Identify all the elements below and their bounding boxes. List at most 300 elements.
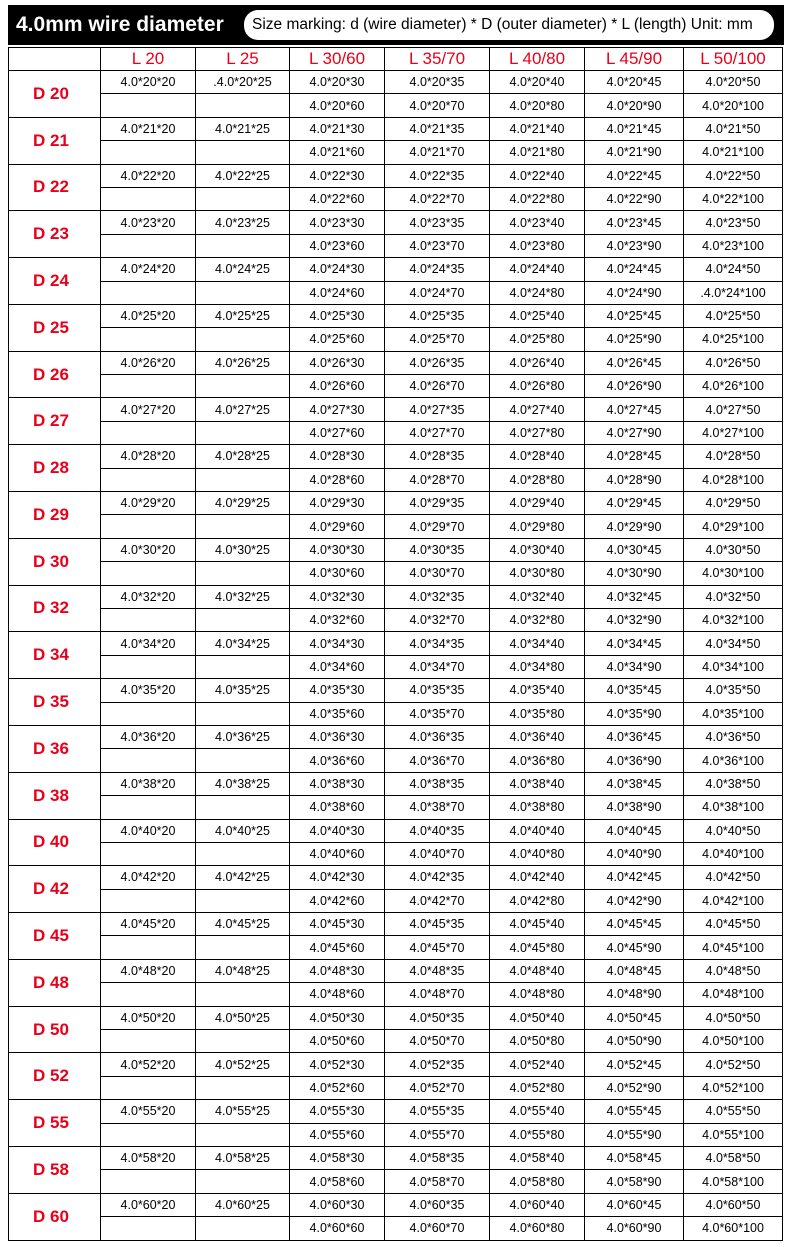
size-cell: 4.0*58*70: [385, 1170, 490, 1193]
size-cell: 4.0*35*50: [684, 679, 783, 702]
outer-diameter-label: D 24: [9, 258, 101, 305]
size-cell: 4.0*60*60: [290, 1217, 385, 1240]
size-cell: 4.0*20*60: [290, 94, 385, 117]
size-cell: [196, 515, 290, 538]
size-cell: 4.0*22*50: [684, 164, 783, 187]
size-table: [8, 47, 783, 1241]
header-row: [9, 48, 783, 71]
size-cell: 4.0*58*80: [490, 1170, 585, 1193]
size-cell: 4.0*26*50: [684, 351, 783, 374]
size-cell: 4.0*25*45: [585, 304, 684, 327]
size-cell: 4.0*32*20: [101, 585, 196, 608]
size-cell: 4.0*60*100: [684, 1217, 783, 1240]
size-cell: [101, 1170, 196, 1193]
size-cell: 4.0*48*40: [490, 959, 585, 982]
size-cell: 4.0*55*70: [385, 1123, 490, 1146]
size-cell: 4.0*30*80: [490, 562, 585, 585]
size-cell: 4.0*32*70: [385, 608, 490, 631]
size-cell: [196, 1217, 290, 1240]
size-cell: 4.0*20*45: [585, 71, 684, 94]
size-cell: 4.0*58*60: [290, 1170, 385, 1193]
size-cell: [196, 421, 290, 444]
size-cell: [196, 562, 290, 585]
size-cell: 4.0*24*30: [290, 258, 385, 281]
size-cell: 4.0*38*40: [490, 772, 585, 795]
size-cell: 4.0*34*30: [290, 632, 385, 655]
size-cell: 4.0*35*45: [585, 679, 684, 702]
size-cell: 4.0*34*45: [585, 632, 684, 655]
size-cell: 4.0*38*80: [490, 796, 585, 819]
size-cell: 4.0*28*20: [101, 445, 196, 468]
size-cell: [101, 702, 196, 725]
outer-diameter-label: D 20: [9, 71, 101, 118]
size-cell: [101, 1030, 196, 1053]
size-cell: [196, 1170, 290, 1193]
size-cell: 4.0*60*70: [385, 1217, 490, 1240]
size-cell: 4.0*34*25: [196, 632, 290, 655]
size-cell: 4.0*28*80: [490, 468, 585, 491]
size-cell: 4.0*27*25: [196, 398, 290, 421]
size-cell: 4.0*32*25: [196, 585, 290, 608]
outer-diameter-label: D 35: [9, 679, 101, 726]
size-cell: 4.0*34*80: [490, 655, 585, 678]
size-cell: 4.0*38*20: [101, 772, 196, 795]
size-cell: 4.0*28*30: [290, 445, 385, 468]
size-cell: [101, 655, 196, 678]
table-row: [9, 655, 783, 678]
size-cell: 4.0*55*100: [684, 1123, 783, 1146]
size-cell: 4.0*32*60: [290, 608, 385, 631]
size-cell: 4.0*40*70: [385, 842, 490, 865]
size-cell: 4.0*50*50: [684, 1006, 783, 1029]
size-cell: 4.0*38*70: [385, 796, 490, 819]
size-cell: 4.0*21*70: [385, 141, 490, 164]
size-cell: 4.0*34*50: [684, 632, 783, 655]
size-cell: 4.0*20*100: [684, 94, 783, 117]
size-cell: 4.0*52*60: [290, 1076, 385, 1099]
column-header: L 35/70: [385, 48, 490, 71]
size-cell: 4.0*22*60: [290, 187, 385, 210]
size-cell: 4.0*29*30: [290, 492, 385, 515]
size-cell: 4.0*34*35: [385, 632, 490, 655]
size-cell: 4.0*42*30: [290, 866, 385, 889]
size-cell: 4.0*48*45: [585, 959, 684, 982]
outer-diameter-label: D 42: [9, 866, 101, 913]
size-cell: 4.0*23*70: [385, 234, 490, 257]
size-cell: 4.0*55*80: [490, 1123, 585, 1146]
size-cell: 4.0*45*50: [684, 913, 783, 936]
outer-diameter-label: D 38: [9, 772, 101, 819]
table-row: [9, 702, 783, 725]
size-cell: [196, 749, 290, 772]
size-cell: 4.0*52*20: [101, 1053, 196, 1076]
size-cell: 4.0*38*60: [290, 796, 385, 819]
size-cell: 4.0*40*60: [290, 842, 385, 865]
size-cell: [101, 562, 196, 585]
size-cell: 4.0*45*90: [585, 936, 684, 959]
size-cell: 4.0*23*25: [196, 211, 290, 234]
size-cell: 4.0*25*30: [290, 304, 385, 327]
size-cell: 4.0*26*30: [290, 351, 385, 374]
outer-diameter-label: D 32: [9, 585, 101, 632]
size-cell: 4.0*45*100: [684, 936, 783, 959]
outer-diameter-label: D 52: [9, 1053, 101, 1100]
size-cell: [196, 328, 290, 351]
table-row: [9, 889, 783, 912]
size-cell: 4.0*20*20: [101, 71, 196, 94]
size-cell: 4.0*42*90: [585, 889, 684, 912]
size-cell: [101, 281, 196, 304]
size-cell: 4.0*21*100: [684, 141, 783, 164]
size-cell: 4.0*40*45: [585, 819, 684, 842]
size-cell: [196, 655, 290, 678]
size-cell: 4.0*52*50: [684, 1053, 783, 1076]
size-cell: 4.0*26*60: [290, 375, 385, 398]
size-cell: 4.0*25*90: [585, 328, 684, 351]
size-cell: 4.0*25*20: [101, 304, 196, 327]
size-cell: [101, 187, 196, 210]
table-row: [9, 585, 783, 608]
size-cell: 4.0*36*50: [684, 725, 783, 748]
size-cell: [101, 515, 196, 538]
size-cell: 4.0*50*20: [101, 1006, 196, 1029]
size-cell: 4.0*55*20: [101, 1100, 196, 1123]
size-cell: 4.0*36*100: [684, 749, 783, 772]
table-row: [9, 141, 783, 164]
size-cell: 4.0*32*80: [490, 608, 585, 631]
size-cell: 4.0*40*35: [385, 819, 490, 842]
outer-diameter-label: D 36: [9, 725, 101, 772]
size-cell: 4.0*36*80: [490, 749, 585, 772]
size-cell: 4.0*26*40: [490, 351, 585, 374]
size-cell: 4.0*60*35: [385, 1193, 490, 1216]
size-cell: 4.0*30*40: [490, 538, 585, 561]
size-cell: 4.0*48*70: [385, 983, 490, 1006]
size-cell: [101, 608, 196, 631]
size-cell: 4.0*21*50: [684, 117, 783, 140]
table-row: [9, 468, 783, 491]
size-cell: [196, 796, 290, 819]
size-cell: 4.0*32*35: [385, 585, 490, 608]
size-cell: 4.0*60*90: [585, 1217, 684, 1240]
size-cell: 4.0*28*70: [385, 468, 490, 491]
size-cell: 4.0*52*100: [684, 1076, 783, 1099]
table-row: [9, 281, 783, 304]
column-header: L 30/60: [290, 48, 385, 71]
size-cell: 4.0*36*70: [385, 749, 490, 772]
outer-diameter-label: D 58: [9, 1146, 101, 1193]
size-cell: 4.0*24*45: [585, 258, 684, 281]
table-row: [9, 772, 783, 795]
size-cell: 4.0*25*70: [385, 328, 490, 351]
size-cell: 4.0*25*50: [684, 304, 783, 327]
size-cell: 4.0*23*30: [290, 211, 385, 234]
size-cell: [196, 702, 290, 725]
size-cell: 4.0*29*50: [684, 492, 783, 515]
size-cell: [101, 468, 196, 491]
size-cell: 4.0*55*50: [684, 1100, 783, 1123]
size-cell: 4.0*35*25: [196, 679, 290, 702]
size-cell: [196, 187, 290, 210]
table-row: [9, 234, 783, 257]
size-cell: 4.0*58*20: [101, 1146, 196, 1169]
size-cell: 4.0*23*100: [684, 234, 783, 257]
size-cell: 4.0*45*60: [290, 936, 385, 959]
table-row: [9, 913, 783, 936]
size-cell: 4.0*26*35: [385, 351, 490, 374]
size-cell: 4.0*25*80: [490, 328, 585, 351]
size-cell: 4.0*29*45: [585, 492, 684, 515]
size-cell: 4.0*42*70: [385, 889, 490, 912]
outer-diameter-label: D 48: [9, 959, 101, 1006]
size-cell: 4.0*35*80: [490, 702, 585, 725]
table-row: [9, 936, 783, 959]
corner-cell: [9, 48, 101, 71]
size-cell: 4.0*24*90: [585, 281, 684, 304]
size-cell: 4.0*30*25: [196, 538, 290, 561]
size-cell: 4.0*42*35: [385, 866, 490, 889]
outer-diameter-label: D 22: [9, 164, 101, 211]
size-cell: 4.0*35*70: [385, 702, 490, 725]
table-body: [9, 71, 783, 1241]
size-cell: 4.0*50*35: [385, 1006, 490, 1029]
size-cell: 4.0*26*70: [385, 375, 490, 398]
size-cell: 4.0*29*80: [490, 515, 585, 538]
size-cell: 4.0*48*80: [490, 983, 585, 1006]
size-cell: [101, 936, 196, 959]
size-cell: 4.0*26*90: [585, 375, 684, 398]
size-cell: 4.0*21*30: [290, 117, 385, 140]
size-cell: 4.0*28*45: [585, 445, 684, 468]
size-cell: 4.0*22*40: [490, 164, 585, 187]
outer-diameter-label: D 26: [9, 351, 101, 398]
size-cell: 4.0*50*45: [585, 1006, 684, 1029]
table-row: [9, 1146, 783, 1169]
column-header: L 40/80: [490, 48, 585, 71]
size-cell: 4.0*28*35: [385, 445, 490, 468]
size-cell: 4.0*26*45: [585, 351, 684, 374]
outer-diameter-label: D 50: [9, 1006, 101, 1053]
size-cell: 4.0*34*60: [290, 655, 385, 678]
size-cell: 4.0*55*25: [196, 1100, 290, 1123]
size-cell: 4.0*40*20: [101, 819, 196, 842]
size-cell: 4.0*30*45: [585, 538, 684, 561]
size-cell: 4.0*45*20: [101, 913, 196, 936]
page-title: 4.0mm wire diameter: [16, 13, 224, 36]
size-cell: 4.0*40*30: [290, 819, 385, 842]
size-cell: 4.0*23*90: [585, 234, 684, 257]
table-row: [9, 1053, 783, 1076]
table-row: [9, 398, 783, 421]
size-cell: [196, 1076, 290, 1099]
size-cell: [196, 468, 290, 491]
table-row: [9, 351, 783, 374]
size-cell: [196, 983, 290, 1006]
size-cell: 4.0*35*20: [101, 679, 196, 702]
size-cell: 4.0*24*40: [490, 258, 585, 281]
size-cell: 4.0*58*30: [290, 1146, 385, 1169]
size-cell: 4.0*45*70: [385, 936, 490, 959]
size-cell: 4.0*23*20: [101, 211, 196, 234]
size-cell: 4.0*25*100: [684, 328, 783, 351]
size-cell: 4.0*40*80: [490, 842, 585, 865]
size-cell: 4.0*45*35: [385, 913, 490, 936]
outer-diameter-label: D 29: [9, 492, 101, 539]
size-cell: 4.0*60*40: [490, 1193, 585, 1216]
size-cell: 4.0*20*35: [385, 71, 490, 94]
table-row: [9, 1170, 783, 1193]
size-cell: 4.0*55*45: [585, 1100, 684, 1123]
size-cell: [101, 421, 196, 444]
table-row: [9, 1076, 783, 1099]
size-cell: [196, 1123, 290, 1146]
outer-diameter-label: D 55: [9, 1100, 101, 1147]
outer-diameter-label: D 30: [9, 538, 101, 585]
size-cell: 4.0*32*50: [684, 585, 783, 608]
outer-diameter-label: D 25: [9, 304, 101, 351]
size-cell: 4.0*42*20: [101, 866, 196, 889]
size-cell: 4.0*58*45: [585, 1146, 684, 1169]
size-cell: [196, 936, 290, 959]
column-header: L 20: [101, 48, 196, 71]
size-cell: 4.0*45*80: [490, 936, 585, 959]
table-row: [9, 796, 783, 819]
size-cell: 4.0*36*40: [490, 725, 585, 748]
table-row: [9, 515, 783, 538]
size-cell: 4.0*55*60: [290, 1123, 385, 1146]
size-cell: 4.0*20*70: [385, 94, 490, 117]
size-cell: 4.0*32*30: [290, 585, 385, 608]
size-cell: 4.0*25*60: [290, 328, 385, 351]
table-row: [9, 562, 783, 585]
size-cell: 4.0*38*25: [196, 772, 290, 795]
size-cell: 4.0*55*90: [585, 1123, 684, 1146]
size-cell: 4.0*58*35: [385, 1146, 490, 1169]
size-cell: [101, 796, 196, 819]
size-cell: 4.0*24*70: [385, 281, 490, 304]
size-cell: 4.0*24*50: [684, 258, 783, 281]
table-row: [9, 117, 783, 140]
size-cell: 4.0*52*45: [585, 1053, 684, 1076]
size-cell: 4.0*26*100: [684, 375, 783, 398]
size-cell: 4.0*22*80: [490, 187, 585, 210]
size-cell: 4.0*45*30: [290, 913, 385, 936]
size-cell: [101, 234, 196, 257]
size-cell: 4.0*30*70: [385, 562, 490, 585]
size-cell: 4.0*21*90: [585, 141, 684, 164]
size-cell: 4.0*60*45: [585, 1193, 684, 1216]
table-row: [9, 725, 783, 748]
size-cell: 4.0*45*45: [585, 913, 684, 936]
size-cell: 4.0*35*60: [290, 702, 385, 725]
size-cell: 4.0*40*25: [196, 819, 290, 842]
size-cell: 4.0*25*40: [490, 304, 585, 327]
size-cell: 4.0*35*90: [585, 702, 684, 725]
size-cell: 4.0*27*20: [101, 398, 196, 421]
table-row: [9, 187, 783, 210]
table-row: [9, 749, 783, 772]
size-cell: 4.0*48*60: [290, 983, 385, 1006]
size-cell: 4.0*25*35: [385, 304, 490, 327]
size-cell: 4.0*29*20: [101, 492, 196, 515]
size-cell: 4.0*29*70: [385, 515, 490, 538]
size-cell: 4.0*24*60: [290, 281, 385, 304]
table-row: [9, 1006, 783, 1029]
size-cell: 4.0*23*35: [385, 211, 490, 234]
size-cell: 4.0*36*30: [290, 725, 385, 748]
size-cell: 4.0*28*90: [585, 468, 684, 491]
size-cell: 4.0*21*45: [585, 117, 684, 140]
size-cell: 4.0*27*90: [585, 421, 684, 444]
table-row: [9, 94, 783, 117]
size-cell: 4.0*27*100: [684, 421, 783, 444]
size-cell: 4.0*36*90: [585, 749, 684, 772]
size-cell: 4.0*21*20: [101, 117, 196, 140]
size-cell: 4.0*34*20: [101, 632, 196, 655]
outer-diameter-label: D 60: [9, 1193, 101, 1240]
size-cell: 4.0*50*30: [290, 1006, 385, 1029]
size-cell: 4.0*32*100: [684, 608, 783, 631]
size-cell: [196, 608, 290, 631]
size-cell: 4.0*22*70: [385, 187, 490, 210]
size-cell: 4.0*27*70: [385, 421, 490, 444]
size-cell: [196, 1030, 290, 1053]
size-cell: 4.0*42*25: [196, 866, 290, 889]
size-cell: 4.0*27*45: [585, 398, 684, 421]
size-cell: 4.0*45*25: [196, 913, 290, 936]
size-cell: 4.0*22*90: [585, 187, 684, 210]
size-cell: 4.0*22*25: [196, 164, 290, 187]
size-cell: 4.0*40*90: [585, 842, 684, 865]
size-cell: 4.0*50*100: [684, 1030, 783, 1053]
size-cell: 4.0*50*90: [585, 1030, 684, 1053]
size-cell: 4.0*27*50: [684, 398, 783, 421]
outer-diameter-label: D 40: [9, 819, 101, 866]
size-cell: 4.0*50*60: [290, 1030, 385, 1053]
size-cell: 4.0*35*100: [684, 702, 783, 725]
size-cell: 4.0*30*60: [290, 562, 385, 585]
header-bar: [8, 5, 784, 45]
size-cell: 4.0*38*35: [385, 772, 490, 795]
size-cell: 4.0*48*25: [196, 959, 290, 982]
size-cell: 4.0*23*60: [290, 234, 385, 257]
size-cell: 4.0*38*90: [585, 796, 684, 819]
size-cell: 4.0*20*30: [290, 71, 385, 94]
table-row: [9, 1217, 783, 1240]
size-cell: 4.0*50*25: [196, 1006, 290, 1029]
size-cell: .4.0*24*100: [684, 281, 783, 304]
size-cell: 4.0*36*45: [585, 725, 684, 748]
size-cell: 4.0*48*90: [585, 983, 684, 1006]
size-cell: 4.0*60*20: [101, 1193, 196, 1216]
size-cell: 4.0*28*40: [490, 445, 585, 468]
size-cell: 4.0*22*20: [101, 164, 196, 187]
size-cell: 4.0*58*90: [585, 1170, 684, 1193]
size-cell: 4.0*26*20: [101, 351, 196, 374]
size-cell: 4.0*32*40: [490, 585, 585, 608]
size-cell: 4.0*23*80: [490, 234, 585, 257]
size-cell: 4.0*58*50: [684, 1146, 783, 1169]
size-cell: 4.0*58*40: [490, 1146, 585, 1169]
size-cell: 4.0*58*25: [196, 1146, 290, 1169]
size-cell: 4.0*48*35: [385, 959, 490, 982]
size-cell: [196, 375, 290, 398]
size-cell: 4.0*60*50: [684, 1193, 783, 1216]
size-cell: 4.0*50*80: [490, 1030, 585, 1053]
size-cell: 4.0*29*35: [385, 492, 490, 515]
table-row: [9, 492, 783, 515]
size-cell: 4.0*38*30: [290, 772, 385, 795]
